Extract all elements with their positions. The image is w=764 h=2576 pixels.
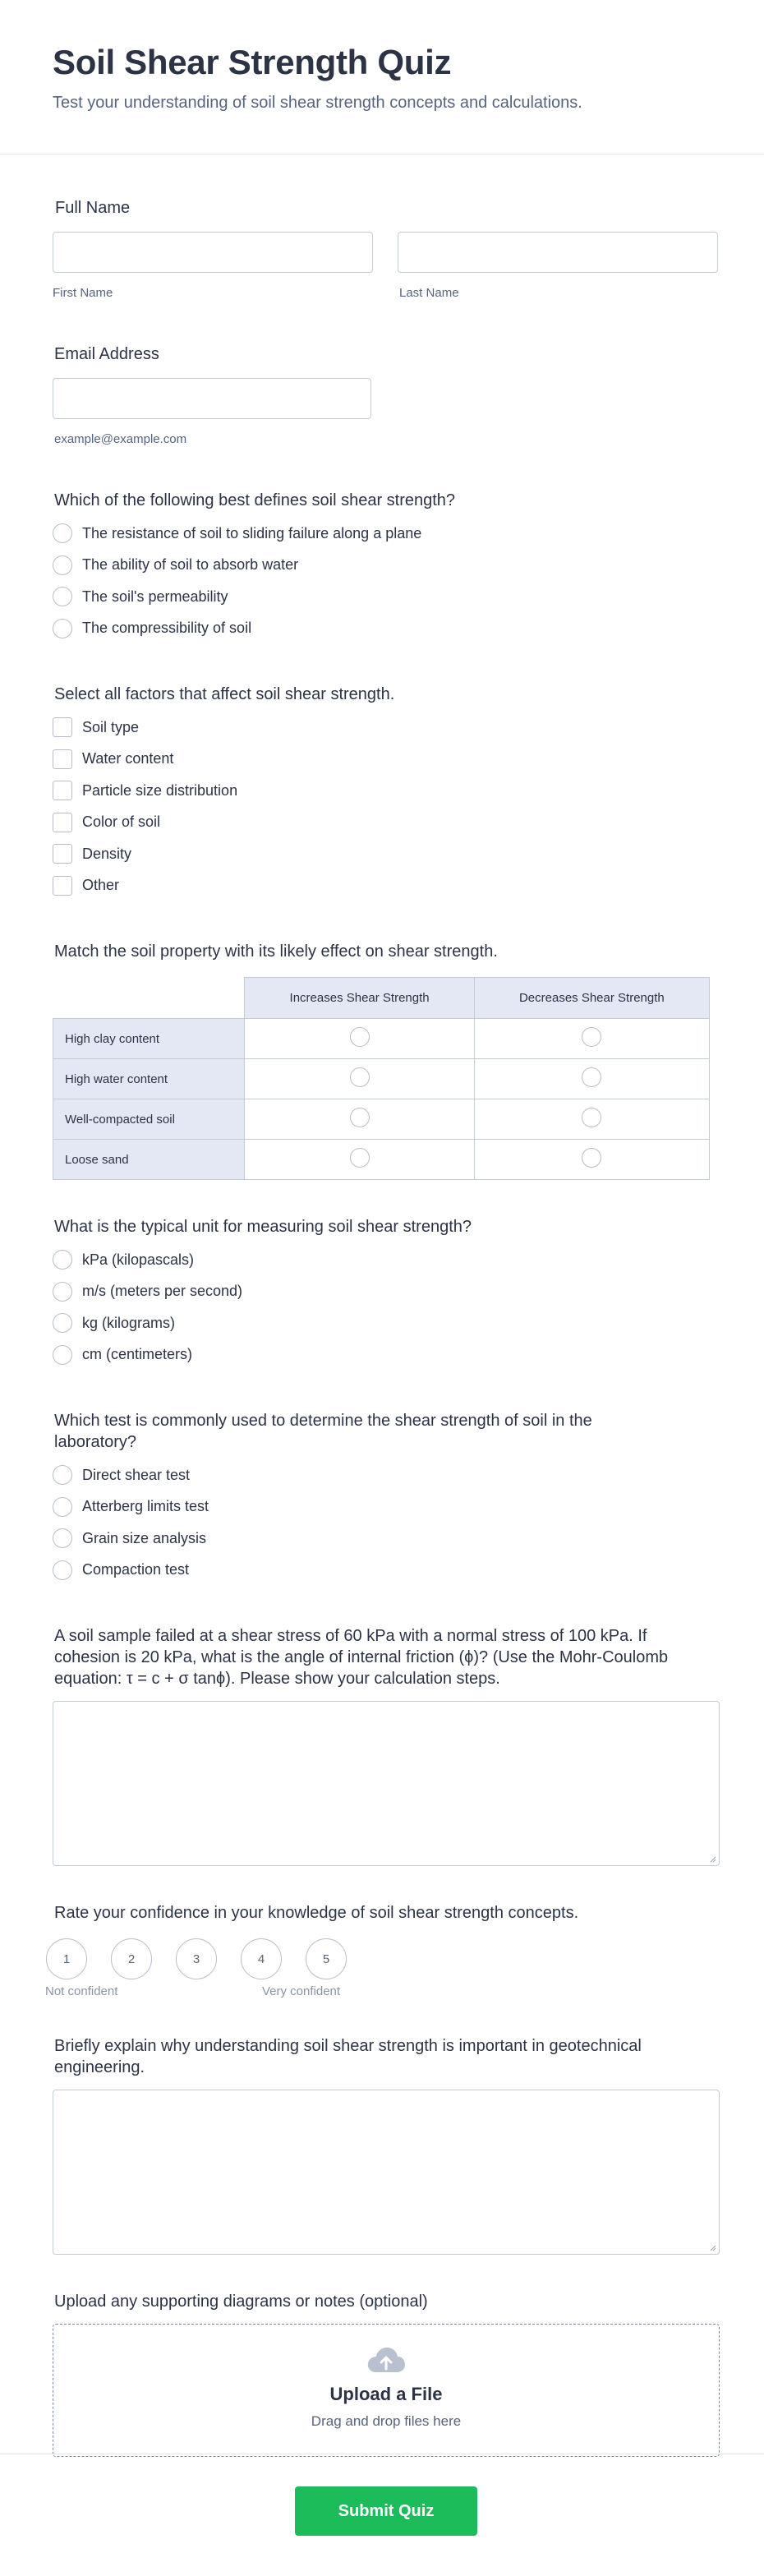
radio-button[interactable] [53, 1282, 72, 1302]
scale-option-4[interactable]: 4 [241, 1938, 282, 1979]
explain-question-label: Briefly explain why understanding soil shear strength is important in geotechnical engineering. [54, 2037, 642, 2076]
explain-question [54, 2035, 710, 2255]
radio-button[interactable] [350, 1108, 370, 1127]
resize-grip-icon[interactable] [708, 2243, 716, 2251]
matrix-column-header: Increases Shear Strength [245, 978, 474, 1019]
first-name-col [53, 232, 373, 301]
matrix-row-label: Loose sand [53, 1140, 245, 1180]
matrix-row [53, 1019, 710, 1059]
definition-question-label: Which of the following best defines soil shear strength? [54, 491, 456, 509]
unit-option[interactable]: kg (kilograms) [53, 1307, 710, 1339]
matrix-row-label: Well-compacted soil [53, 1099, 245, 1140]
scale-option-1[interactable]: 1 [46, 1938, 87, 1979]
last-name-input[interactable] [398, 232, 718, 273]
factors-options [53, 712, 710, 901]
unit-option[interactable]: kPa (kilopascals) [53, 1244, 710, 1276]
matrix-cell[interactable] [474, 1019, 709, 1059]
checkbox[interactable] [53, 717, 72, 737]
factor-option[interactable]: Water content [53, 744, 710, 776]
radio-button[interactable] [582, 1148, 601, 1168]
unit-question [54, 1216, 710, 1371]
radio-button[interactable] [350, 1027, 370, 1047]
definition-option[interactable]: The soil's permeability [53, 581, 710, 613]
radio-button[interactable] [53, 1313, 72, 1333]
matrix-row-label: High clay content [53, 1019, 245, 1059]
matrix-row [53, 1140, 710, 1180]
full-name-label: Full Name [55, 199, 131, 217]
test-option[interactable]: Compaction test [53, 1555, 710, 1587]
scale-high-label: Very confident [262, 1984, 341, 1998]
test-option[interactable]: Atterberg limits test [53, 1491, 710, 1523]
name-row [54, 232, 710, 301]
form-header [0, 0, 764, 154]
email-input[interactable] [53, 378, 371, 419]
checkbox[interactable] [53, 749, 72, 769]
factor-option[interactable]: Particle size distribution [53, 775, 710, 807]
radio-button[interactable] [53, 1528, 72, 1548]
upload-question-label: Upload any supporting diagrams or notes (optional) [54, 2293, 428, 2311]
resize-grip-icon[interactable] [708, 1855, 716, 1863]
radio-button[interactable] [53, 619, 72, 638]
email-field [54, 343, 710, 447]
checkbox[interactable] [53, 844, 72, 864]
matrix-cell[interactable] [474, 1059, 709, 1099]
matrix-cell[interactable] [474, 1099, 709, 1140]
calculation-question [54, 1625, 710, 1866]
matrix-cell[interactable] [245, 1140, 474, 1180]
radio-button[interactable] [53, 555, 72, 575]
radio-button[interactable] [582, 1027, 601, 1047]
definition-question [54, 490, 710, 644]
explain-textarea[interactable] [53, 2090, 720, 2255]
checkbox[interactable] [53, 781, 72, 800]
factor-option[interactable]: Other [53, 870, 710, 902]
confidence-question [45, 1902, 710, 2001]
definition-options [53, 518, 710, 644]
radio-button[interactable] [53, 1345, 72, 1365]
matrix-cell[interactable] [245, 1099, 474, 1140]
matrix-cell[interactable] [245, 1059, 474, 1099]
definition-option[interactable]: The compressibility of soil [53, 613, 710, 645]
test-question-label: Which test is commonly used to determine the shear strength of soil in the laboratory? [54, 1412, 592, 1451]
matrix-question [54, 941, 710, 1180]
matrix-row [53, 1099, 710, 1140]
calculation-question-label: A soil sample failed at a shear stress of 60 kPa with a normal stress of 100 kPa. If cohesion is 20 kPa, what is the angle of internal friction (ϕ)? (Use the Mohr-Coulomb equation: τ = c + σ tanϕ). Please show your calculation steps. [54, 1627, 669, 1688]
test-option[interactable]: Grain size analysis [53, 1523, 710, 1555]
unit-question-label: What is the typical unit for measuring soil shear strength? [54, 1218, 472, 1236]
test-option[interactable]: Direct shear test [53, 1459, 710, 1491]
cloud-upload-icon [366, 2346, 407, 2376]
radio-button[interactable] [53, 523, 72, 543]
radio-button[interactable] [53, 587, 72, 606]
factor-option[interactable]: Soil type [53, 712, 710, 744]
upload-title: Upload a File [329, 2384, 443, 2404]
submit-button[interactable]: Submit Quiz [295, 2486, 477, 2536]
matrix-row-label: High water content [53, 1059, 245, 1099]
upload-question [54, 2291, 710, 2457]
radio-button[interactable] [582, 1108, 601, 1127]
factors-question-label: Select all factors that affect soil shear strength. [54, 685, 395, 703]
last-name-col [398, 232, 718, 301]
first-name-input[interactable] [53, 232, 373, 273]
matrix-table [53, 977, 710, 1180]
form-content [0, 197, 764, 2457]
test-options [53, 1459, 710, 1586]
matrix-column-header: Decreases Shear Strength [474, 978, 709, 1019]
factors-question [54, 684, 710, 901]
email-sublabel: example@example.com [54, 432, 187, 446]
definition-option[interactable]: The resistance of soil to sliding failure along a plane [53, 518, 710, 550]
confidence-scale [46, 1938, 710, 1979]
radio-button[interactable] [53, 1497, 72, 1517]
matrix-cell[interactable] [474, 1140, 709, 1180]
radio-button[interactable] [582, 1067, 601, 1087]
email-label: Email Address [54, 345, 159, 363]
factor-option[interactable]: Color of soil [53, 807, 710, 839]
factor-option[interactable]: Density [53, 838, 710, 870]
radio-button[interactable] [53, 1560, 72, 1580]
confidence-question-label: Rate your confidence in your knowledge of soil shear strength concepts. [54, 1904, 579, 1922]
matrix-corner [53, 978, 245, 1019]
file-upload-dropzone[interactable] [53, 2324, 720, 2457]
scale-option-2[interactable]: 2 [111, 1938, 152, 1979]
definition-option[interactable]: The ability of soil to absorb water [53, 550, 710, 582]
radio-button[interactable] [53, 1465, 72, 1485]
checkbox[interactable] [53, 813, 72, 832]
matrix-cell[interactable] [245, 1019, 474, 1059]
scale-option-3[interactable]: 3 [176, 1938, 217, 1979]
full-name-field [54, 197, 710, 301]
test-question [54, 1410, 710, 1586]
last-name-sublabel: Last Name [399, 286, 459, 300]
unit-option[interactable]: m/s (meters per second) [53, 1276, 710, 1308]
upload-subtitle: Drag and drop files here [311, 2413, 462, 2429]
matrix-header-row [53, 978, 710, 1019]
matrix-row [53, 1059, 710, 1099]
scale-option-5[interactable]: 5 [306, 1938, 347, 1979]
first-name-sublabel: First Name [53, 286, 113, 300]
checkbox[interactable] [53, 876, 72, 896]
unit-option[interactable]: cm (centimeters) [53, 1339, 710, 1371]
scale-low-label: Not confident [45, 1984, 118, 1998]
scale-labels [45, 1984, 710, 2001]
matrix-question-label: Match the soil property with its likely effect on shear strength. [54, 942, 498, 961]
radio-button[interactable] [350, 1067, 370, 1087]
radio-button[interactable] [53, 1250, 72, 1270]
calculation-textarea[interactable] [53, 1701, 720, 1866]
page-title: Soil Shear Strength Quiz [53, 43, 452, 81]
unit-options [53, 1244, 710, 1371]
radio-button[interactable] [350, 1148, 370, 1168]
page-subtitle: Test your understanding of soil shear strength concepts and calculations. [53, 94, 582, 112]
